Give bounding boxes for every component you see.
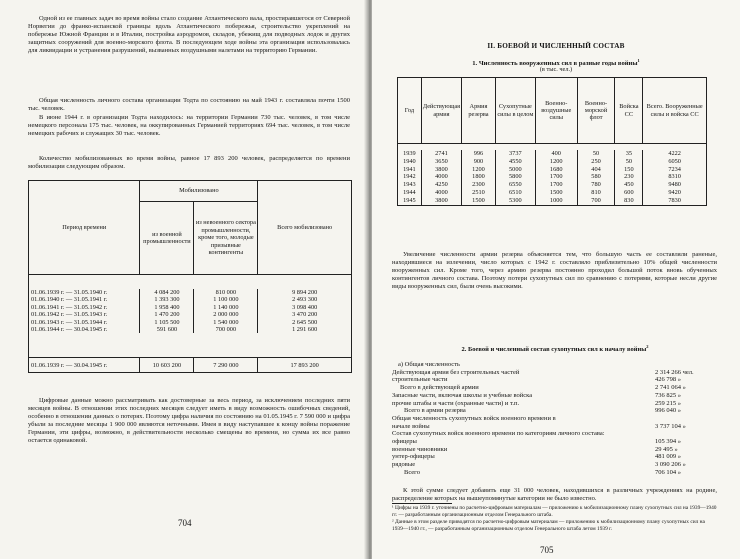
header-period: Период времени <box>29 181 140 275</box>
left-paragraph-4: Количество мобилизованных во время войны, равное 17 893 200 человек, распределяется по времени мобилизации следующим образом. <box>28 155 350 171</box>
armed-forces-table <box>397 77 707 206</box>
list-item: унтер-офицеры 481 009 » <box>392 453 681 461</box>
right-paragraph: Увеличение численности армии резерва объясняется тем, что большую часть ее составляли раненые, находившиеся на излечении, число которых с 1942 г. составляло приблизительно 10% общей численности вооруженных сил. Кроме того, через армию резерва постоянно проходил большой поток вновь обученных контингентов личного состава. Поэтому потери сухопутных сил по сравнению с потерями, которые несли другие виды вооруженных сил, были очень высокими. <box>392 251 717 291</box>
col-year: Год <box>398 78 422 144</box>
list-item: офицеры 105 394 » <box>392 438 681 446</box>
col-total: Всего. Вооруженные силы и войска СС <box>643 78 707 144</box>
table-row: 01.06.1942 г. — 31.05.1943 г. 1 470 200 2 000 000 3 470 200 <box>29 311 352 318</box>
land-forces-composition <box>392 361 717 477</box>
table-row: 1944 4000 2510 6510 1500 810 600 9420 <box>398 189 707 197</box>
list-item: а) Общая численность <box>398 361 461 368</box>
left-paragraph-2: Общая численность личного состава организации Тодта по состоянию на май 1943 г. составляла почти 1500 тыс. человек. <box>28 97 350 113</box>
section-title: II. БОЕВОЙ И ЧИСЛЕННЫЙ СОСТАВ <box>487 42 625 50</box>
table-row: 1940 3650 900 4550 1200 250 50 6050 <box>398 158 707 166</box>
list-item: рядовые 3 090 206 » <box>392 461 686 469</box>
header-mobilized: Мобилизовано <box>140 181 258 202</box>
table-row: 1939 2741 996 3737 400 50 35 4222 <box>398 150 707 158</box>
table-row: 01.06.1940 г. — 31.05.1941 г. 1 393 300 1 100 000 2 493 300 <box>29 296 352 303</box>
left-page <box>0 0 368 559</box>
table1-unit: (в тыс. чел.) <box>539 66 573 73</box>
page-number-left: 704 <box>178 518 192 528</box>
footnote-2: ² Данные в этом разделе приводятся по расчетно-цифровым материалам — приложению к мобилизационному плану сухопутных сил на 1939—1940 гг., — разработанным организационным отделом Генерального штаба летом 1939 г. <box>392 519 705 532</box>
list-item: Всего в действующей армии 2 741 064 » <box>400 384 686 392</box>
col-reserve-army: Армия резерва <box>462 78 496 144</box>
table-row: 1943 4250 2300 6550 1700 780 450 9480 <box>398 181 707 189</box>
left-paragraph-1: Одной из ее главных задач во время войны стало создание Атлантического вала, простиравшегося от Северной Норвегии до франко-испанской границы вдоль Атлантического побережья, строительство укреплений на побережье Южной Франции и в Италии, постройка аэродромов, складов, убежищ для подводных лодок и других защитных сооружений для военно-морского флота. В последующем ходе войны эта организация использовалась для ликвидации и устранения разрушений, вызванных воздушными налетами на территорию Германии. <box>28 15 350 55</box>
list-item: Запасные части, включая школы и учебные войска 736 825 » <box>392 391 681 399</box>
footnote-1: ¹ Цифры на 1939 г. уточнены по расчетно-цифровым материалам — приложению к мобилизационному плану сухопутных сил на 1939—1940 гг. — разработанным организационным отделом Генерального штаба. <box>392 505 717 518</box>
list-item: строительные части 426 798 » <box>392 376 681 384</box>
mobilization-table <box>28 180 352 373</box>
page-number-right: 705 <box>540 545 554 555</box>
list-item: Всего 706 104 » <box>404 468 681 476</box>
list-item: военные чиновники 29 495 » <box>392 445 678 453</box>
left-paragraph-3: В июне 1944 г. в организации Тодта находилось: на территории Германии 730 тыс. человек, в том числе немецкого персонала 175 тыс. человек, на оккупированных Германией территориях 694 тыс. человек, в том числе немецких рабочих и служащих 30 тыс. человек. <box>28 114 350 138</box>
table-total-row: 01.06.1939 г. — 30.04.1945 г. 10 603 200 7 290 000 17 893 200 <box>29 358 352 373</box>
left-bottom-paragraph: Цифровые данные можно рассматривать как достоверные за весь период, за исключением последних пяти месяцев войны. В отношении этих последних месяцев следует иметь в виду возможность ошибочных сведений, особенно в отношении данных о потерях. Поэтому цифра наличия по состоянию на 01.05.1945 г. 7 590 000 и цифра убыли за последние месяцы 1 900 000 являются неточными. Имея в виду наступавшее к концу войны поражение Германии, эти цифры, возможно, в действительности несколько смещены во времени, но сумма их все равно остается одинаковой. <box>28 397 350 445</box>
table-row: 1941 3800 1200 5000 1680 404 150 7234 <box>398 166 707 174</box>
table-row: 01.06.1939 г. — 31.05.1940 г. 4 084 200 810 000 9 894 200 <box>29 289 352 296</box>
list-item: Общая численность сухопутных войск военного времени в <box>392 414 556 422</box>
header-total: Всего мобилизовано <box>258 181 352 275</box>
list-item: Всего в армии резерва 996 040 » <box>404 407 681 415</box>
table-row: 01.06.1944 г. — 30.04.1945 г. 591 600 700 000 1 291 600 <box>29 326 352 333</box>
table1-title: 1. Численность вооруженных сил в разные годы войны$^1$ <box>472 58 640 68</box>
col-active-army: Действующая армия <box>421 78 461 144</box>
table-row: 01.06.1943 г. — 31.05.1944 г. 1 105 500 1 540 000 2 645 500 <box>29 319 352 326</box>
list-item: Действующая армия без строительных частей 2 314 266 чел. <box>392 368 694 376</box>
list-item: Состав сухопутных войск военного времени по категориям личного состава: <box>392 430 605 438</box>
table-row: 01.06.1941 г. — 31.05.1942 г. 1 958 400 1 140 000 3 098 400 <box>29 304 352 311</box>
header-military: из военной промышленности <box>140 202 194 275</box>
list-item: прочие штабы и части (охранные части) и т.п. 259 215 » <box>392 399 681 407</box>
footnote-divider <box>392 503 452 504</box>
col-navy: Военно-морской флот <box>577 78 615 144</box>
col-air-force: Военно-воздушные силы <box>535 78 577 144</box>
header-nonmilitary: из невоенного сектора промышленности, кроме того, молодые призывные контингенты <box>194 202 258 275</box>
table-row: 1942 4000 1800 5800 1700 580 230 8310 <box>398 173 707 181</box>
col-land-forces: Сухопутные силы в целом <box>495 78 535 144</box>
closing-paragraph: К этой сумме следует добавить еще 31 000 человек, находившихся в различных учреждениях на родине, распределение которых на вышеупомянутые категории не было известно. <box>392 487 717 503</box>
section2-title: 2. Боевой и численный состав сухопутных сил к началу войны$^2$ <box>461 344 649 354</box>
table-row: 1945 3800 1500 5300 1000 700 830 7830 <box>398 197 707 205</box>
col-ss: Войска СС <box>615 78 643 144</box>
list-item: начале войны 3 737 104 » <box>392 422 686 430</box>
